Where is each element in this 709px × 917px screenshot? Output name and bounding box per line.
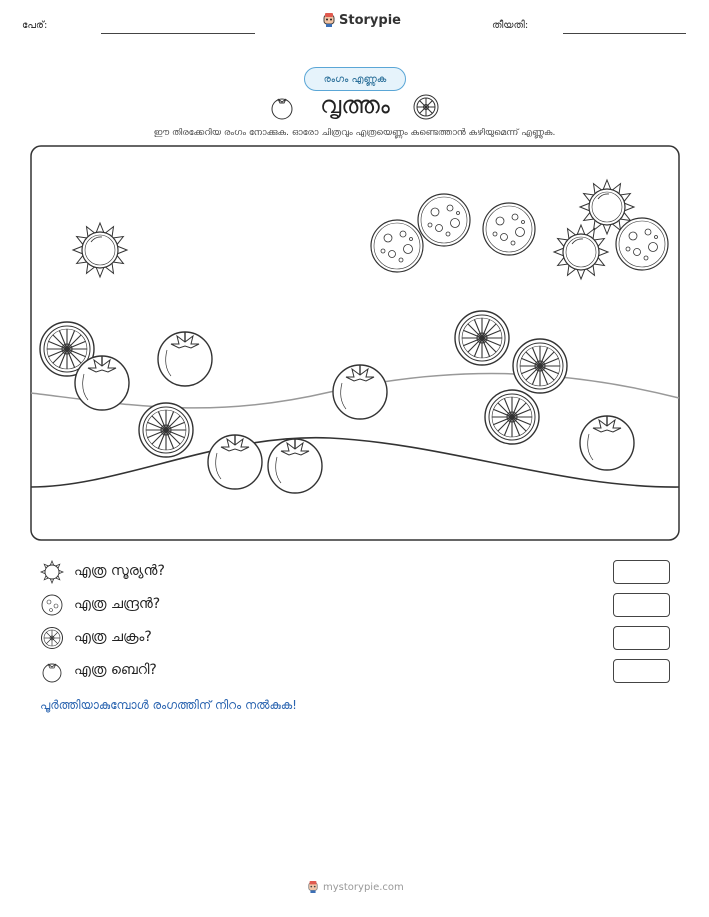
answer-box-berry[interactable] (613, 659, 670, 683)
wheel-icon (40, 626, 64, 650)
title-row (0, 90, 709, 124)
counting-scene (30, 145, 680, 541)
scene-berry (268, 439, 322, 493)
mascot-logo-icon (322, 12, 336, 28)
scene-moon (418, 194, 470, 246)
berry-icon (40, 659, 64, 683)
mascot-logo-icon (307, 880, 319, 894)
scene-wheel (485, 390, 539, 444)
name-line[interactable] (101, 33, 255, 34)
scene-berry (580, 416, 634, 470)
instruction-text: ഈ തിരക്കേറിയ രംഗം നോക്കുക. ഓരോ ചിത്രവും എത്രയെണ്ണം കണ്ടെത്താൻ കഴിയുമെന്ന് എണ്ണുക. (153, 128, 556, 138)
scene-berry (208, 435, 262, 489)
page-title: വൃത്തം (320, 91, 390, 119)
scene-wheel (455, 311, 509, 365)
brand-name: Storypie (339, 12, 401, 28)
scene-moon (616, 218, 668, 270)
question-text: എത്ര ചന്ദ്രൻ? (74, 596, 161, 612)
scene-moon (371, 220, 423, 272)
question-row-sun (40, 560, 680, 586)
question-text: എത്ര ബെറി? (74, 662, 157, 678)
question-text: എത്ര ചക്രം? (74, 629, 152, 645)
scene-berry (333, 365, 387, 419)
scene-berry (158, 332, 212, 386)
scene-frame (31, 146, 679, 540)
answer-box-sun[interactable] (613, 560, 670, 584)
scene-berry (75, 356, 129, 410)
wheel-icon (412, 93, 440, 121)
date-line[interactable] (563, 33, 686, 34)
closing-instruction: പൂർത്തിയാകുമ്പോൾ രംഗത്തിന് നിറം നൽകുക! (40, 698, 297, 712)
name-label: പേര്: (22, 20, 48, 31)
activity-badge: രംഗം എണ്ണുക (304, 67, 406, 91)
scene-moon (483, 203, 535, 255)
scene-wheel (513, 339, 567, 393)
date-label: തീയതി: (492, 20, 529, 31)
scene-wheel (139, 403, 193, 457)
answer-box-moon[interactable] (613, 593, 670, 617)
question-text: എത്ര സൂര്യൻ? (74, 563, 165, 579)
berry-icon (268, 93, 296, 121)
footer (307, 880, 404, 894)
brand (322, 12, 401, 28)
question-row-berry (40, 659, 680, 685)
sun-icon (40, 560, 64, 584)
question-row-wheel (40, 626, 680, 652)
question-row-moon (40, 593, 680, 619)
answer-box-wheel[interactable] (613, 626, 670, 650)
footer-url: mystorypie.com (323, 881, 404, 893)
moon-icon (40, 593, 64, 617)
